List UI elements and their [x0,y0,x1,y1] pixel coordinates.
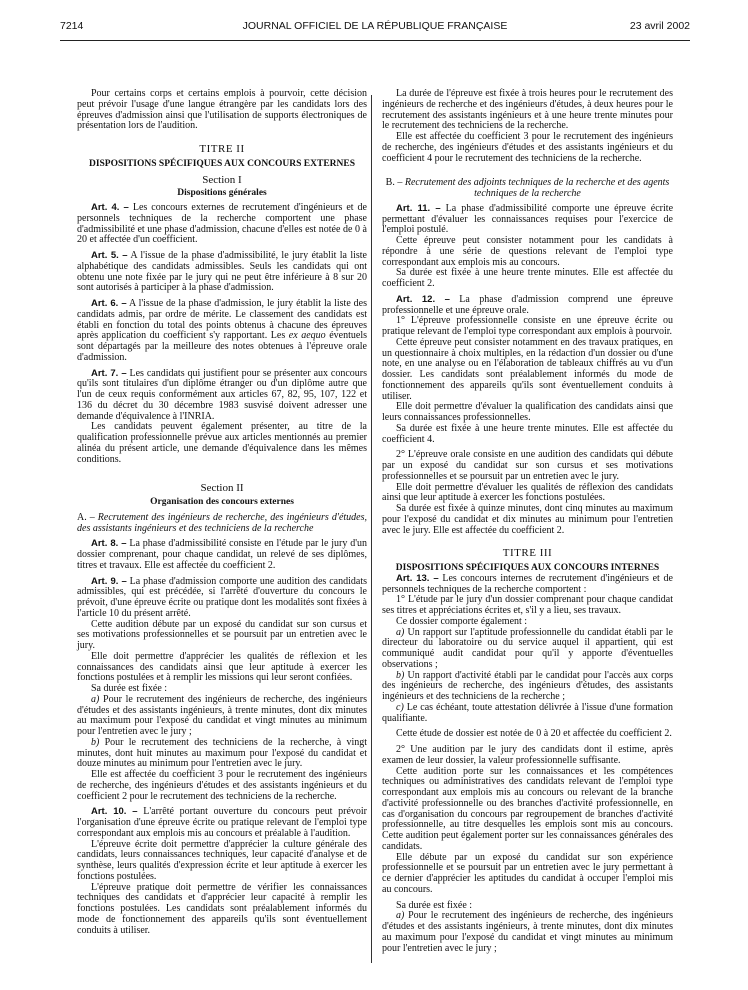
header-rule [60,40,690,41]
title-subheading: DISPOSITIONS SPÉCIFIQUES AUX CONCOURS INTERNES [395,563,660,573]
paragraph [382,316,673,338]
text-run: Sa durée est fixée : [396,899,473,911]
paragraph [382,671,673,703]
text-run: Cette audition débute par un exposé du candidat sur son cursus et ses motivations professionnelles et se poursuit par un entretien avec le jury. [77,618,367,651]
italic-text: b) [91,736,100,748]
part-heading [382,178,673,200]
text-run: Elle est affectée du coefficient 3 pour le recrutement des ingénieurs de recherche, des ingénieurs d'études et des assistants ingénieurs et du coefficient 2 pour le recrutement des techniciens de la recherche. [77,769,367,802]
text-run: A l'issue de la phase d'admission, le jury établit la liste des candidats admis, par ordre de mérite. Le classement des candidats est établi en fonction du total des points obtenus à chacune des épreuves après application du coefficient s'y rapportant. Les [77,298,367,342]
paragraph [77,652,367,684]
article-label: Art. 8. – [91,538,127,550]
paragraph [382,911,673,954]
title-heading: TITRE III [502,547,553,560]
column-divider [371,95,372,963]
italic-text: a) [396,626,405,638]
paragraph [382,703,673,725]
paragraph [382,504,673,536]
paragraph [77,770,367,802]
paragraph [77,513,367,535]
paragraph [77,620,367,652]
text-run: 2° Une audition par le jury des candidats dont il estime, après examen de leur dossier, la valeur professionnelle suffisante. [382,744,673,766]
text-run: Pour le recrutement des ingénieurs de recherche, des ingénieurs d'études et des assistants ingénieurs, à trente minutes, dont dix minutes au maximum pour l'exposé du candidat et vingt minutes au minimum pour l'entretien avec le jury ; [77,693,367,737]
paragraph [382,89,673,132]
text-run: éventuels sont départagés par la meilleure des notes obtenues à l'épreuve orale d'admission. [77,330,367,363]
text-run: Elle débute par un exposé du candidat sur son expérience professionnelle et se poursuit par un entretien avec le jury permettant à ce dernier d'apprécier les aptitudes du candidat à occuper l'emploi mis au concours. [382,851,673,895]
italic-text: a) [91,693,100,705]
text-run: Pour certains corps et certains emplois à pourvoir, cette décision peut prévoir l'usage d'une langue étrangère par les candidats lors des épreuves d'admission ainsi que l'utilisation de supports électroniques de présentation lors de l'audition. [77,88,367,132]
text-run: 1° L'épreuve professionnelle consiste en une épreuve écrite ou pratique relevant de l'emploi type correspondant aux emplois à pourvoir. [382,315,673,337]
paragraph [382,745,673,767]
article-label: Art. 11. – [396,202,441,214]
article-paragraph [382,574,673,596]
page-header [60,20,690,34]
italic-text: Recrutement des adjoints techniques de la recherche et des agents techniques de la recherche [404,177,670,199]
article-paragraph [77,369,367,423]
publication-date: 23 avril 2002 [629,20,690,32]
text-run: Pour le recrutement des techniciens de la recherche, à vingt minutes, dont huit minutes au maximum pour l'exposé du candidat et douze minutes au minimum pour l'entretien avec le jury. [77,736,367,770]
paragraph [77,840,367,883]
text-run: Elle est affectée du coefficient 3 pour le recrutement des ingénieurs de recherche, des ingénieurs d'études et des assistants ingénieurs et du coefficient 4 pour le recrutement des techniciens de la recherche. [382,131,673,164]
text-run: Sa durée est fixée : [91,683,168,694]
article-label: Art. 9. – [91,575,127,587]
paragraph [77,738,367,770]
paragraph [382,767,673,853]
article-paragraph [77,299,367,364]
text-run: La phase d'admissibilité comporte une épreuve écrite permettant d'évaluer les connaissances requises pour l'exercice de l'emploi postulé. [382,202,674,236]
article-label: Art. 13. – [396,572,439,584]
left-column [77,89,367,936]
italic-text: ex aequo [288,330,326,342]
page-number: 7214 [60,20,84,32]
text-run: Sa durée est fixée à une heure trente minutes. Elle est affectée du coefficient 4. [382,422,673,445]
text-run: La phase d'admission comporte une audition des candidats admissibles, qui est précédée, si l'arrêté d'ouverture du concours le prévoit, d'une épreuve écrite ou pratique dont les modalités sont fixées à l'article 10 du présent arrêté. [77,575,367,619]
text-run: L'épreuve écrite doit permettre d'apprécier la culture générale des candidats, leurs connaissances techniques, leur capacité d'analyse et de synthèse, leurs qualités d'expression écrite et leur aptitude à exercer les fonctions postulées. [77,838,367,882]
text-run: B. – [385,177,405,189]
article-paragraph [382,204,673,236]
article-label: Art. 5. – [91,250,128,261]
paragraph [77,695,367,738]
text-run: Un rapport sur l'aptitude professionnelle du candidat établi par le directeur du laboratoire ou du service auquel il appartient, qui est communiqué audit candidat pour qu'il y apporte d'éventuelles observations ; [382,626,673,670]
italic-text: b) [396,669,405,681]
paragraph [382,268,673,290]
text-run: La durée de l'épreuve est fixée à trois heures pour le recrutement des ingénieurs de recherche et des ingénieurs d'études, à deux heures pour le recrutement des assistants ingénieurs et à une heure trente minutes pour le recrutement des techniciens de la recherche. [382,88,673,132]
text-run: Ce dossier comporte également : [396,615,528,627]
title-heading: TITRE II [199,143,245,155]
text-run: Elle doit permettre d'apprécier les qualités de réflexion et les connaissances des candidats ainsi que leur aptitude à exercer les fonctions postulées et à remplir les missions qui leur seront confiées. [77,650,367,684]
title-subheading: DISPOSITIONS SPÉCIFIQUES AUX CONCOURS EXTERNES [88,158,356,169]
text-run: 1° L'étude par le jury d'un dossier comprenant pour chaque candidat ses titres et appréciations écrites et, s'il y a lieu, ses travaux. [382,594,673,616]
section-heading: Section II [200,482,244,495]
text-run: Cette étude de dossier est notée de 0 à 20 et affectée du coefficient 2. [396,728,672,740]
text-run: La phase d'admissibilité consiste en l'étude par le jury d'un dossier comprenant, pour chaque candidat, un relevé de ses diplômes, titres et travaux. Elle est affectée du coefficient 2. [77,538,367,571]
section-subheading: Organisation des concours externes [150,497,294,507]
paragraph [382,450,673,482]
article-label: Art. 12. – [396,293,450,305]
text-run: Les concours externes de recrutement d'ingénieurs et de personnels techniques de la recherche comportent une phase d'admissibilité et une phase d'admission, chacune d'elles est notée de 0 à 20 et affectée d'un coefficient. [77,202,367,246]
text-run: Cette épreuve peut consister notamment en des travaux pratiques, en un questionnaire à choix multiples, en la rédaction d'un dossier ou d'une note, en une analyse ou en l'élaboration de tableaux chiffrés au vu d'un dossier. Les candidats sont préalablement informés du mode de fonctionnement des appareils qu'ils sont éventuellement conduits à utiliser. [382,336,673,402]
paragraph [382,853,673,896]
section-subheading: Dispositions générales [177,188,267,199]
text-run: Cette audition porte sur les connaissances et les compétences techniques ou administratives des candidats relevant de l'emploi type correspondant aux emplois mis au concours ou relevant de la branche d'activité professionnelle ou des branches d'activité professionnelle, en cas d'organisation du concours par regroupement de branches d'activité professionnelle, au titre desquelles les emplois sont mis au concours. Cette audition peut également porter sur les connaissances générales des candidats. [382,765,673,852]
paragraph [382,595,673,617]
text-run: Cette épreuve peut consister notamment pour les candidats à répondre à une série de questions relevant de l'emploi type correspondant aux emplois mis au concours. [382,235,673,268]
italic-text: Recrutement des ingénieurs de recherche, des ingénieurs d'études, des assistants ingénieurs et des techniciens de la recherche [77,511,367,534]
text-run: Elle doit permettre d'évaluer la qualification des candidats ainsi que leurs connaissances professionnelles. [382,401,673,423]
section-heading: Section I [202,173,242,186]
text-run: 2° L'épreuve orale consiste en une audition des candidats qui débute par un exposé du candidat sur son cursus et ses motivations professionnelles et se poursuit par un entretien avec le jury. [382,449,673,482]
paragraph [382,236,673,268]
text-run: Pour le recrutement des ingénieurs de recherche, des ingénieurs d'études et des assistants ingénieurs, à trente minutes, dont dix minutes au maximum pour l'exposé du candidat et vingt minutes au minimum pour l'entretien avec le jury ; [382,910,673,954]
paragraph [77,883,367,937]
italic-text: a) [396,910,405,922]
text-run: Les candidats peuvent également présenter, au titre de la qualification professionnelle prévue aux articles mentionnés au premier alinéa du présent article, une demande d'équivalence dans les mêmes conditions. [77,421,367,465]
article-paragraph [77,251,367,294]
text-run: A l'issue de la phase d'admissibilité, le jury établit la liste alphabétique des candidats admissibles. Seuls les candidats qui ont obtenu une note fixée par le jury qui ne peut être inférieure à 8 sur 20 sont autorisés à participer à la phase d'admission. [77,250,367,294]
text-run: Le cas échéant, toute attestation délivrée à l'issue d'une formation qualifiante. [382,701,673,724]
paragraph [382,628,673,671]
paragraph [382,338,673,403]
text-run: Sa durée est fixée à une heure trente minutes. Elle est affectée du coefficient 2. [382,267,673,289]
article-label: Art. 10. – [91,806,138,818]
article-paragraph [77,807,367,839]
article-label: Art. 4. – [91,202,129,213]
text-run: Un rapport d'activité établi par le candidat pour l'accès aux corps des ingénieurs de recherche, des ingénieurs d'études, des assistants ingénieurs et des techniciens de la recherche ; [382,669,673,702]
italic-text: c) [396,701,404,713]
article-paragraph [77,203,367,246]
article-label: Art. 7. – [91,367,127,379]
paragraph [382,132,673,164]
article-paragraph [77,577,367,620]
text-run: Les concours internes de recrutement d'ingénieurs et de personnels techniques de la recherche comportent : [382,572,673,595]
text-run: La phase d'admission comprend une épreuve professionnelle et une épreuve orale. [382,293,673,316]
paragraph [382,483,673,505]
text-run: A. – [77,511,98,523]
article-paragraph [382,295,673,317]
text-run: Elle doit permettre d'évaluer les qualités de réflexion des candidats ainsi que leur aptitude à exercer les fonctions postulées. [382,481,673,504]
text-run: Les candidats qui justifient pour se présenter aux concours qu'ils sont titulaires d'un diplôme étranger ou d'un diplôme autre que l'un de ceux requis conformément aux articles 67, 82, 95, 107, 122 et 136 du décret du 30 décembre 1983 susvisé doivent adresser une demande d'équivalence à l'INRIA. [77,367,367,422]
paragraph [77,422,367,465]
paragraph [77,89,367,132]
paragraph [382,402,673,424]
right-column [382,89,673,954]
article-label: Art. 6. – [91,298,127,309]
text-run: L'épreuve pratique doit permettre de vérifier les connaissances techniques des candidats et d'apprécier leur capacité à remplir les fonctions postulées. Les candidats sont préalablement informés du mode de fonctionnement des appareils qu'ils sont éventuellement conduits à utiliser. [77,881,367,936]
journal-title: JOURNAL OFFICIEL DE LA RÉPUBLIQUE FRANÇAISE [242,20,508,32]
paragraph [382,729,673,740]
text-run: L'arrêté portant ouverture du concours peut prévoir l'organisation d'une épreuve écrite ou pratique relevant de l'emploi type correspondant aux emplois mis au concours et préalable à l'audition. [77,806,367,839]
article-paragraph [77,539,367,571]
paragraph [382,424,673,446]
text-run: Sa durée est fixée à quinze minutes, dont cinq minutes au maximum pour l'exposé du candidat et dix minutes au minimum pour l'entretien avec le jury. Elle est affectée du coefficient 2. [382,503,673,536]
